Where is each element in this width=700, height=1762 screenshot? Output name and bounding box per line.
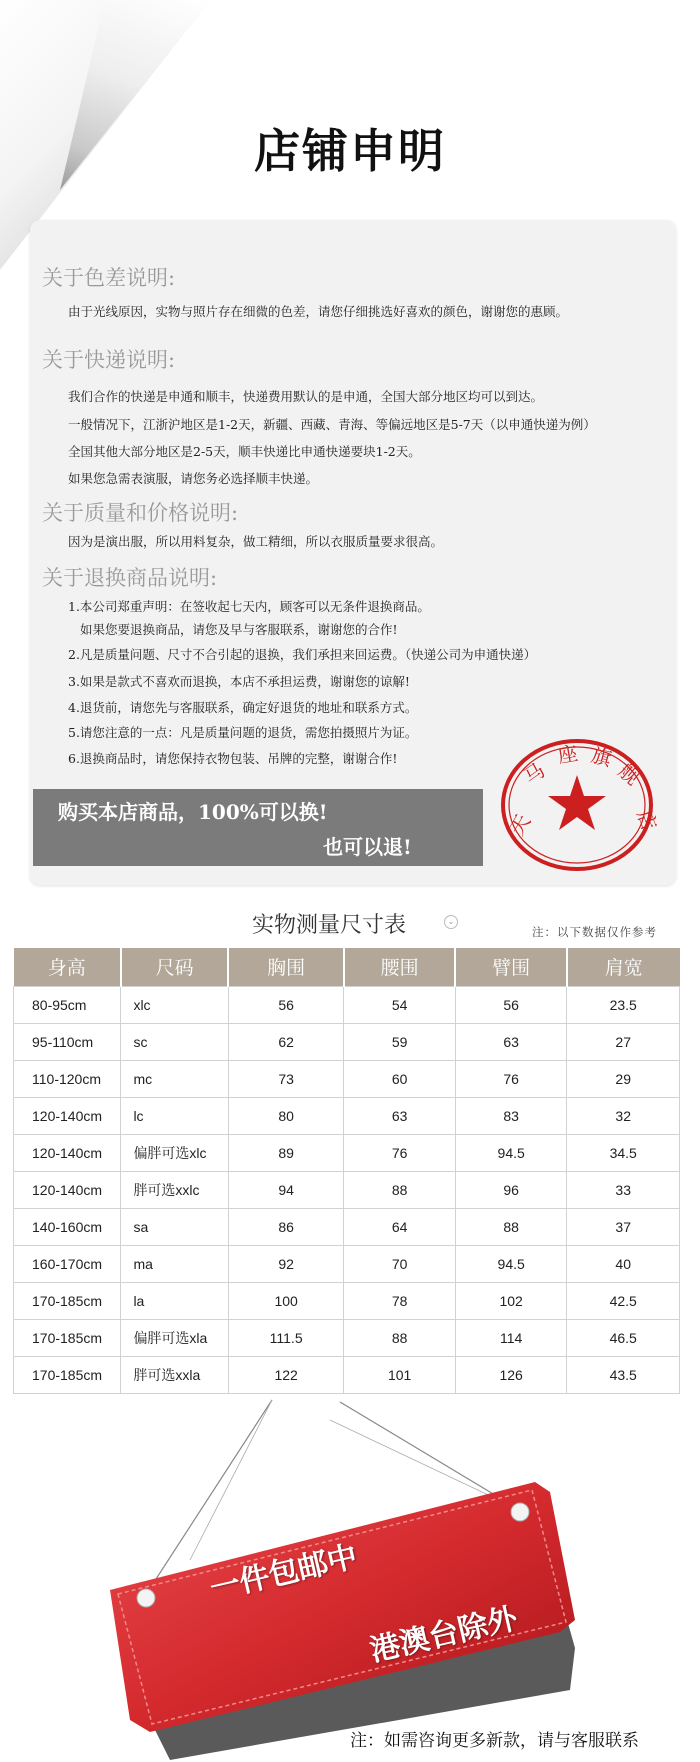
seal-char-6: 店 [632,806,662,834]
sign-line-2: 港澳台除外 [366,1601,521,1669]
cell-waist: 60 [344,1060,456,1097]
cell-arm: 76 [455,1060,567,1097]
cell-height: 80-95cm [14,986,121,1023]
size-table-body [14,986,680,1393]
cell-arm: 88 [455,1208,567,1245]
seal-char-3: 座 [555,740,580,768]
cell-height: 120-140cm [14,1171,121,1208]
cell-height: 170-185cm [14,1282,121,1319]
cell-waist: 54 [344,986,456,1023]
table-row [14,1134,680,1171]
cell-waist: 101 [344,1356,456,1393]
cell-arm: 96 [455,1171,567,1208]
cell-chest: 111.5 [228,1319,344,1356]
cell-height: 160-170cm [14,1245,121,1282]
table-row [14,1356,680,1393]
cell-waist: 78 [344,1282,456,1319]
cell-shoulder: 33 [567,1171,680,1208]
cell-shoulder: 37 [567,1208,680,1245]
seal-char-2: 马 [519,757,550,790]
cell-shoulder: 23.5 [567,986,680,1023]
col-header-size: 尺码 [121,948,228,986]
cell-arm: 102 [455,1282,567,1319]
cell-waist: 59 [344,1023,456,1060]
return-line-5: 5.请您注意的一点：凡是质量问题的退货，需您拍摄照片为证。 [68,725,418,740]
cell-size: 偏胖可选xla [121,1319,228,1356]
cell-arm: 63 [455,1023,567,1060]
sign-hole-left [137,1589,155,1607]
size-table [13,948,680,1394]
cell-size: 胖可选xxla [121,1356,228,1393]
cell-chest: 122 [228,1356,344,1393]
cell-chest: 86 [228,1208,344,1245]
col-header-height: 身高 [14,948,121,986]
cell-height: 120-140cm [14,1134,121,1171]
cell-chest: 94 [228,1171,344,1208]
cell-shoulder: 32 [567,1097,680,1134]
return-guarantee-banner [33,789,483,866]
cell-chest: 80 [228,1097,344,1134]
table-row [14,1097,680,1134]
size-chart-title: 实物测量尺寸表 [252,913,407,938]
return-line-6: 6.退换商品时，请您保持衣物包装、吊牌的完整，谢谢合作! [68,751,398,766]
chevron-down-icon: ⌄ [444,915,458,929]
cell-size: lc [121,1097,228,1134]
cell-size: sc [121,1023,228,1060]
table-row [14,1282,680,1319]
size-chart-note: 注：以下数据仅作参考 [532,925,657,939]
return-line-3: 3.如果是款式不喜欢而退换，本店不承担运费，谢谢您的谅解! [68,674,410,689]
cell-arm: 83 [455,1097,567,1134]
cell-chest: 100 [228,1282,344,1319]
cell-size: xlc [121,986,228,1023]
return-line-2: 2.凡是质量问题、尺寸不合引起的退换，我们承担来回运费。（快递公司为申通快递） [68,647,537,662]
page-title: 店铺申明 [254,124,446,178]
cell-waist: 76 [344,1134,456,1171]
table-row [14,1060,680,1097]
cell-height: 170-185cm [14,1356,121,1393]
table-row [14,1245,680,1282]
sign-line-1: 一件包邮中 [206,1539,361,1607]
cell-waist: 64 [344,1208,456,1245]
cell-height: 140-160cm [14,1208,121,1245]
size-table-header-row [14,948,680,986]
cell-height: 170-185cm [14,1319,121,1356]
col-header-chest: 胸围 [228,948,344,986]
shipping-section-heading: 关于快递说明: [42,348,176,372]
cell-waist: 70 [344,1245,456,1282]
cell-height: 95-110cm [14,1023,121,1060]
cell-size: ma [121,1245,228,1282]
cell-shoulder: 34.5 [567,1134,680,1171]
table-row [14,1208,680,1245]
cell-waist: 88 [344,1319,456,1356]
cell-chest: 89 [228,1134,344,1171]
cell-arm: 94.5 [455,1134,567,1171]
footer-note: 注：如需咨询更多新款，请与客服联系 [350,1731,639,1751]
col-header-waist: 腰围 [344,948,456,986]
cell-arm: 114 [455,1319,567,1356]
cell-arm: 94.5 [455,1245,567,1282]
seal-star-icon [548,775,606,830]
sign-hole-right [511,1503,529,1521]
cell-waist: 63 [344,1097,456,1134]
store-seal-stamp [497,735,662,875]
table-row [14,1023,680,1060]
cell-chest: 56 [228,986,344,1023]
return-line-1b: 如果您要退换商品，请您及早与客服联系，谢谢您的合作! [80,622,398,637]
cell-chest: 92 [228,1245,344,1282]
cell-shoulder: 42.5 [567,1282,680,1319]
seal-char-1: 天 [504,810,536,840]
cell-height: 120-140cm [14,1097,121,1134]
return-section-heading: 关于退换商品说明: [42,566,218,590]
cell-arm: 56 [455,986,567,1023]
banner-line-1: 购买本店商品，100%可以换! [58,800,328,824]
color-line-1: 由于光线原因，实物与照片存在细微的色差，请您仔细挑选好喜欢的颜色，谢谢您的惠顾。 [68,304,569,319]
shipping-line-3: 全国其他大部分地区是2-5天，顺丰快递比申通快递要块1-2天。 [68,444,421,459]
cell-shoulder: 40 [567,1245,680,1282]
color-section-heading: 关于色差说明: [42,266,176,290]
table-row [14,1171,680,1208]
cell-arm: 126 [455,1356,567,1393]
return-line-4: 4.退货前，请您先与客服联系，确定好退货的地址和联系方式。 [68,700,418,715]
cell-size: mc [121,1060,228,1097]
cell-shoulder: 46.5 [567,1319,680,1356]
seal-char-5: 舰 [613,758,645,790]
cell-chest: 62 [228,1023,344,1060]
cell-size: la [121,1282,228,1319]
shipping-line-1: 我们合作的快递是申通和顺丰，快递费用默认的是申通，全国大部分地区均可以到达。 [68,389,544,404]
return-line-1: 1.本公司郑重声明：在签收起七天内，顾客可以无条件退换商品。 [68,599,430,614]
cell-waist: 88 [344,1171,456,1208]
banner-line-2: 也可以退! [323,835,412,859]
cell-size: 偏胖可选xlc [121,1134,228,1171]
table-row [14,986,680,1023]
cell-shoulder: 27 [567,1023,680,1060]
cell-height: 110-120cm [14,1060,121,1097]
seal-char-4: 旗 [588,742,615,772]
table-row [14,1319,680,1356]
quality-section-heading: 关于质量和价格说明: [42,501,239,525]
cell-chest: 73 [228,1060,344,1097]
cell-shoulder: 29 [567,1060,680,1097]
cell-size: sa [121,1208,228,1245]
cell-size: 胖可选xxlc [121,1171,228,1208]
quality-line-1: 因为是演出服，所以用料复杂，做工精细，所以衣服质量要求很高。 [68,534,444,549]
cell-shoulder: 43.5 [567,1356,680,1393]
col-header-arm: 臂围 [455,948,567,986]
shipping-line-4: 如果您急需表演服，请您务必选择顺丰快递。 [68,471,319,486]
shipping-line-2: 一般情况下，江浙沪地区是1-2天，新疆、西藏、青海、等偏远地区是5-7天（以申通快递为例） [68,417,596,432]
col-header-shoulder: 肩宽 [567,948,680,986]
